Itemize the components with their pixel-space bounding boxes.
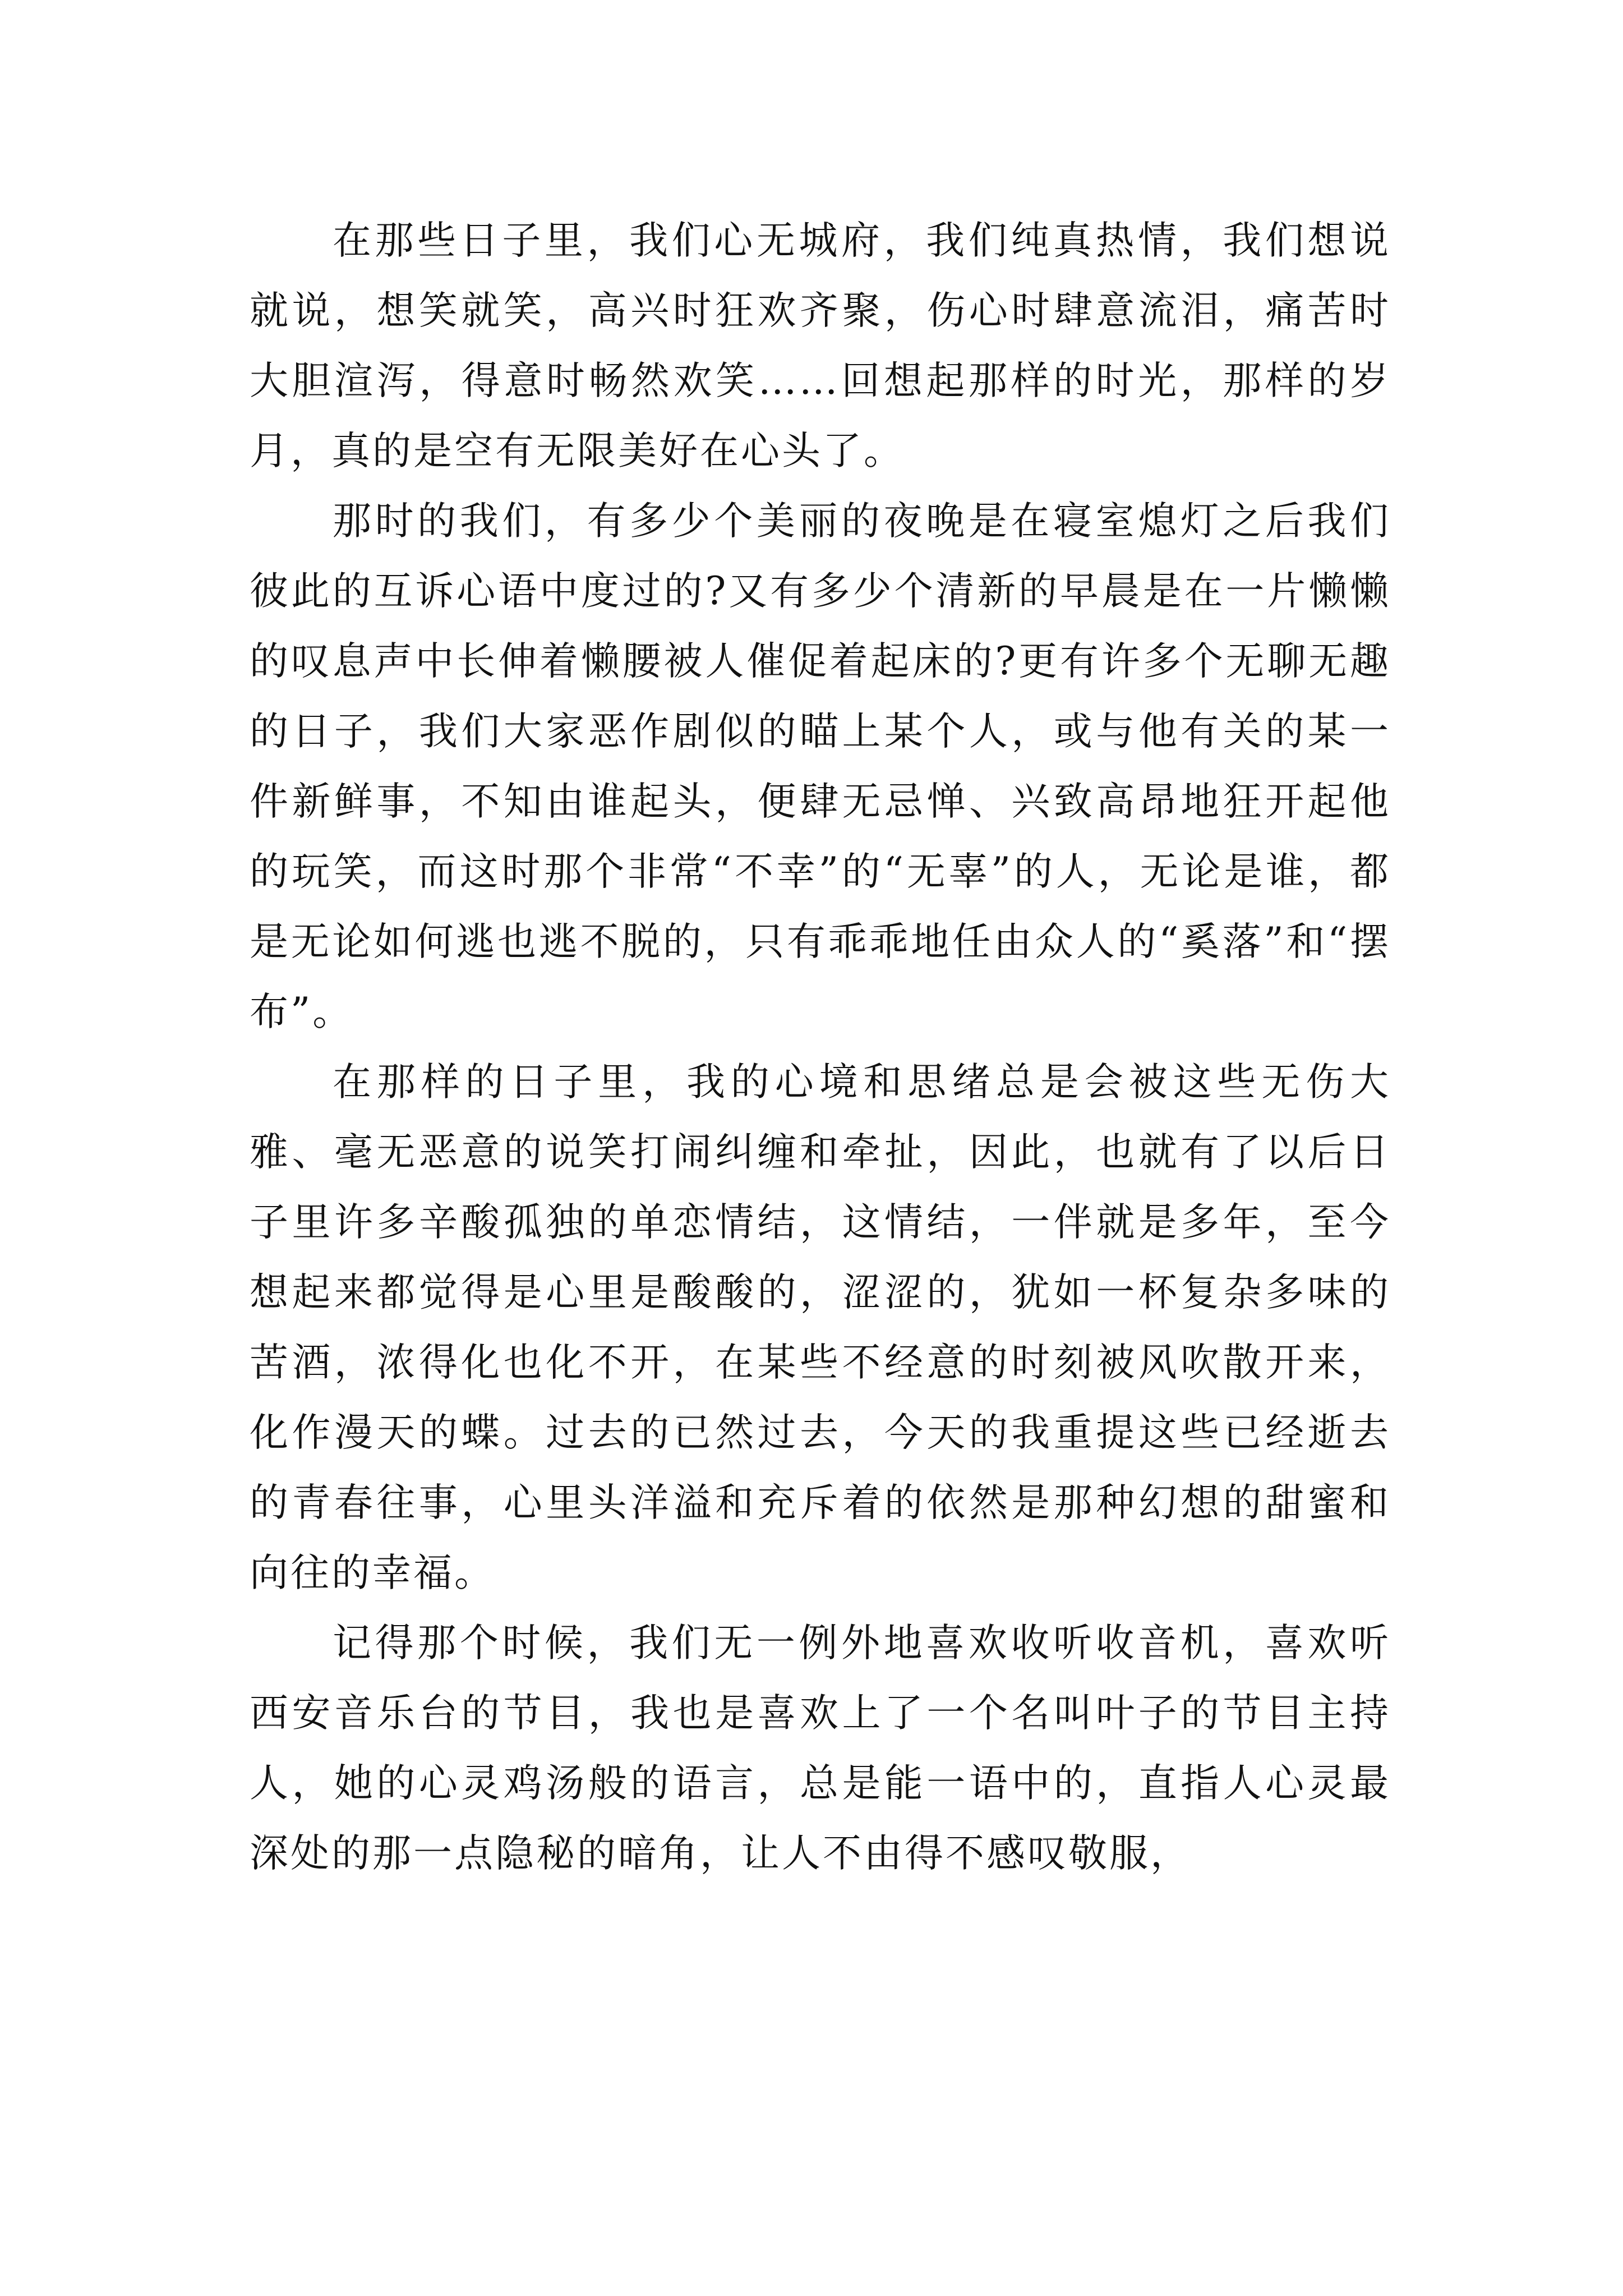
paragraph: 在那样的日子里，我的心境和思绪总是会被这些无伤大雅、毫无恶意的说笑打闹纠缠和牵扯，因此，也就有了以后日子里许多辛酸孤独的单恋情结，这情结，一伴就是多年，至今想起来都觉得是心里是酸酸的，涩涩的，犹如一杯复杂多味的苦酒，浓得化也化不开，在某些不经意的时刻被风吹散开来，化作漫天的蝶。过去的已然过去，今天的我重提这些已经逝去的青春往事，心里头洋溢和充斥着的依然是那种幻想的甜蜜和向往的幸福。 xyxy=(250,1060,1391,1595)
paragraph: 记得那个时候，我们无一例外地喜欢收听收音机，喜欢听西安音乐台的节目，我也是喜欢上了一个名叫叶子的节目主持人，她的心灵鸡汤般的语言，总是能一语中的，直指人心灵最深处的那一点隐秘的暗角，让人不由得不感叹敬服， xyxy=(250,1621,1391,1876)
paragraph: 在那些日子里，我们心无城府，我们纯真热情，我们想说就说，想笑就笑，高兴时狂欢齐聚，伤心时肆意流泪，痛苦时大胆渲泻，得意时畅然欢笑……回想起那样的时光，那样的岁月，真的是空有无限美好在心头了。 xyxy=(250,218,1391,473)
paragraph: 那时的我们，有多少个美丽的夜晚是在寝室熄灯之后我们彼此的互诉心语中度过的?又有多少个清新的早晨是在一片懒懒的叹息声中长伸着懒腰被人催促着起床的?更有许多个无聊无趣的日子，我们大家恶作剧似的瞄上某个人，或与他有关的某一件新鲜事，不知由谁起头，便肆无忌惮、兴致高昂地狂开起他的玩笑，而这时那个非常“不幸”的“无辜”的人，无论是谁，都是无论如何逃也逃不脱的，只有乖乖地任由众人的“奚落”和“摆布”。 xyxy=(250,499,1391,1034)
document-body xyxy=(250,206,1391,1889)
